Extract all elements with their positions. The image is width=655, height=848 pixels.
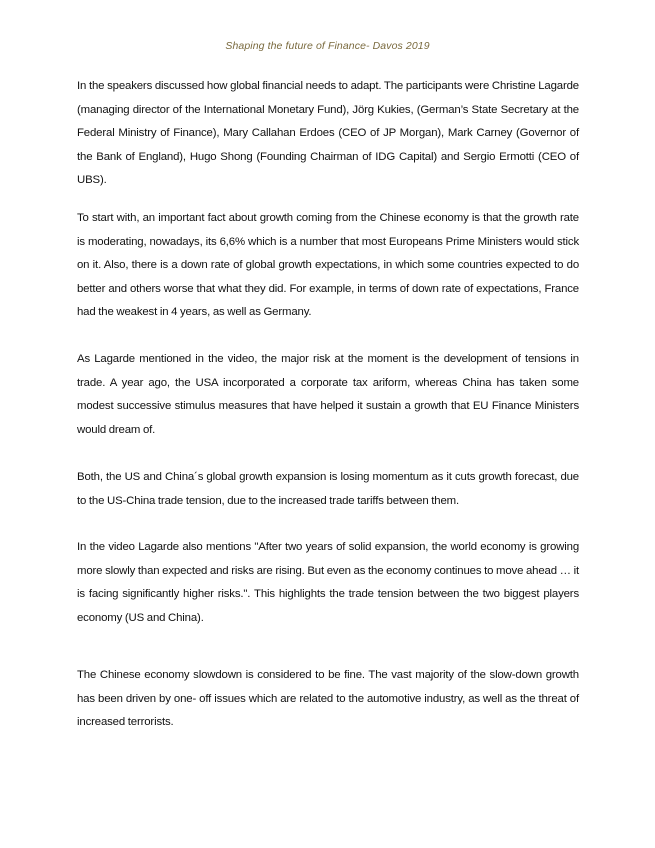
paragraph-slowdown: The Chinese economy slowdown is considered to be fine. The vast majority of the slow-down growth has been driven by one- off issues which are related to the automotive industry, as well as the threat of increased terrorists.	[77, 669, 579, 729]
paragraph-speakers: In the speakers discussed how global financial needs to adapt. The participants were Christine Lagarde (managing director of the International Monetary Fund), Jörg Kukies, (German’s State Secretary at the Federal Ministry of Finance), Mary Callahan Erdoes (CEO of JP Morgan), Mark Carney (Governor of the Bank of England), Hugo Shong (Founding Chairman of IDG Capital) and Sergio Ermotti (CEO of UBS).	[77, 80, 579, 187]
paragraph-growth-expansion: Both, the US and China´s global growth expansion is losing momentum as it cuts growth forecast, due to the US-China trade tension, due to the increased trade tariffs between them.	[77, 471, 579, 507]
paragraph-chinese-growth: To start with, an important fact about growth coming from the Chinese economy is that the growth rate is moderating, nowadays, its 6,6% which is a number that most Europeans Prime Ministers would stick on it. Also, there is a down rate of global growth expectations, in which some countries expected to do better and others worse that what they did. For example, in terms of down rate of expectations, France had the weakest in 4 years, as well as Germany.	[77, 212, 579, 319]
paragraph-trade-tensions: As Lagarde mentioned in the video, the major risk at the moment is the development of tensions in trade. A year ago, the USA incorporated a corporate tax ariform, whereas China has taken some modest successive stimulus measures that have helped it sustain a growth that EU Finance Ministers would dream of.	[77, 353, 579, 436]
paragraph-lagarde-quote: In the video Lagarde also mentions "After two years of solid expansion, the world economy is growing more slowly than expected and risks are rising. But even as the economy continues to move ahead … it is facing significantly higher risks.". This highlights the trade tension between the two biggest players economy (US and China).	[77, 541, 579, 624]
page-header: Shaping the future of Finance- Davos 2019	[225, 40, 430, 52]
